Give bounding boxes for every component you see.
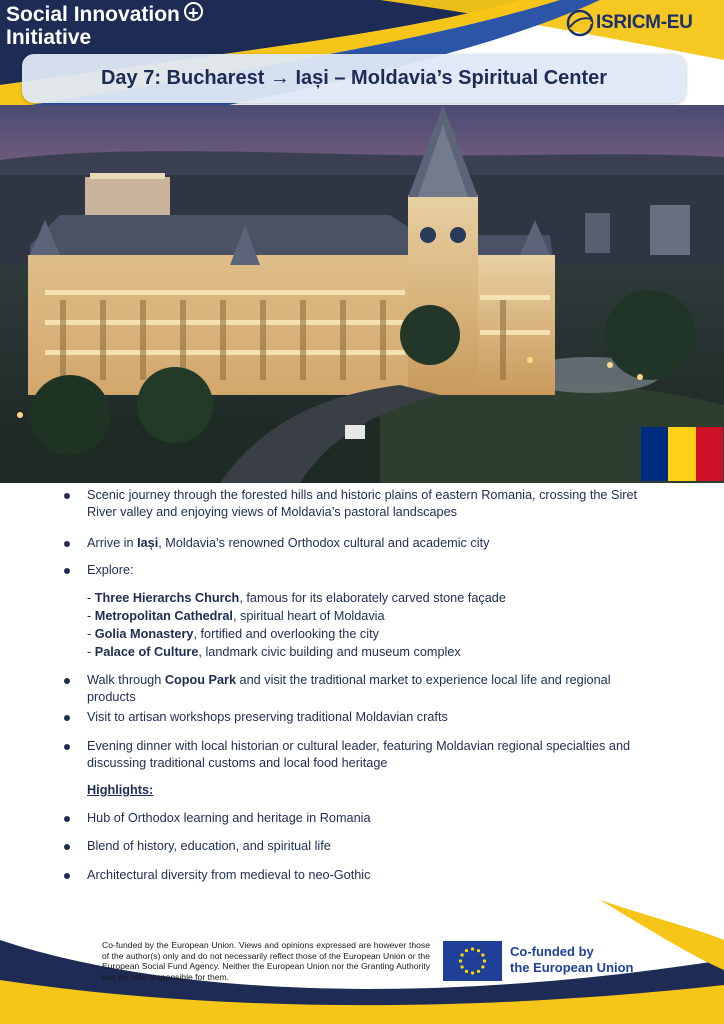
list-item: Walk through Copou Park and visit the traditional market to experience local life and regional products [87, 673, 611, 704]
globe-logo-icon [566, 9, 594, 37]
bullet-icon [64, 493, 70, 499]
eu-label-line-2: the European Union [510, 960, 634, 975]
eu-disclaimer: Co-funded by the European Union. Views and opinions expressed are however those of the author(s) only and do not necessarily reflect those of the European Union or the European Social Fund Agency. Neither the European Union nor the Granting Authority can be held responsible for them. [102, 940, 430, 982]
plus-circle-icon: + [184, 2, 203, 21]
page-title: Day 7: Bucharest → Iași – Moldavia’s Spiritual Center [100, 67, 608, 89]
list-item: Visit to artisan workshops preserving traditional Moldavian crafts [87, 710, 448, 724]
explore-item: - Metropolitan Cathedral, spiritual heart of Moldavia [87, 609, 385, 623]
explore-item: - Golia Monastery, fortified and overlooking the city [87, 627, 379, 641]
explore-item: - Palace of Culture, landmark civic building and museum complex [87, 645, 461, 659]
bullet-icon [64, 568, 70, 574]
highlight-item: Hub of Orthodox learning and heritage in Romania [87, 811, 371, 825]
bullet-icon [64, 744, 70, 750]
brand-line-1: Social Innovation + [6, 2, 203, 26]
isricm-logo [566, 8, 693, 38]
eu-flag-icon [443, 941, 502, 981]
explore-item: - Three Hierarchs Church, famous for its elaborately carved stone façade [87, 591, 506, 605]
bullet-icon [64, 844, 70, 850]
day-title-banner [22, 54, 686, 103]
highlights-heading: Highlights: [87, 783, 154, 797]
brand-line-2: Initiative [6, 26, 92, 49]
flag-stripe-blue [641, 427, 668, 481]
eu-cofunded-label [510, 944, 634, 976]
list-item: Scenic journey through the forested hills and historic plains of eastern Romania, crossing the Siret River valley and enjoying views of Moldavia’s pastoral landscapes [87, 488, 638, 519]
bullet-icon [64, 816, 70, 822]
highlight-item: Architectural diversity from medieval to neo-Gothic [87, 868, 371, 882]
eu-label-line-1: Co-funded by [510, 944, 594, 959]
bullet-icon [64, 715, 70, 721]
brand-name [6, 2, 203, 49]
bullet-icon [64, 873, 70, 879]
palace-of-culture-photo [0, 105, 724, 483]
flag-stripe-yellow [668, 427, 695, 481]
romanian-flag [641, 427, 723, 481]
highlight-item: Blend of history, education, and spiritual life [87, 839, 331, 853]
flag-stripe-red [696, 427, 723, 481]
bullet-icon [64, 541, 70, 547]
bullet-icon [64, 678, 70, 684]
list-item: Explore: [87, 563, 134, 577]
list-item: Evening dinner with local historian or cultural leader, featuring Moldavian regional specialties and discussing traditional customs and local food heritage [87, 739, 631, 770]
list-item: Arrive in Iași, Moldavia’s renowned Orthodox cultural and academic city [87, 536, 490, 550]
logo-text: ISRICM-EU [596, 12, 693, 33]
